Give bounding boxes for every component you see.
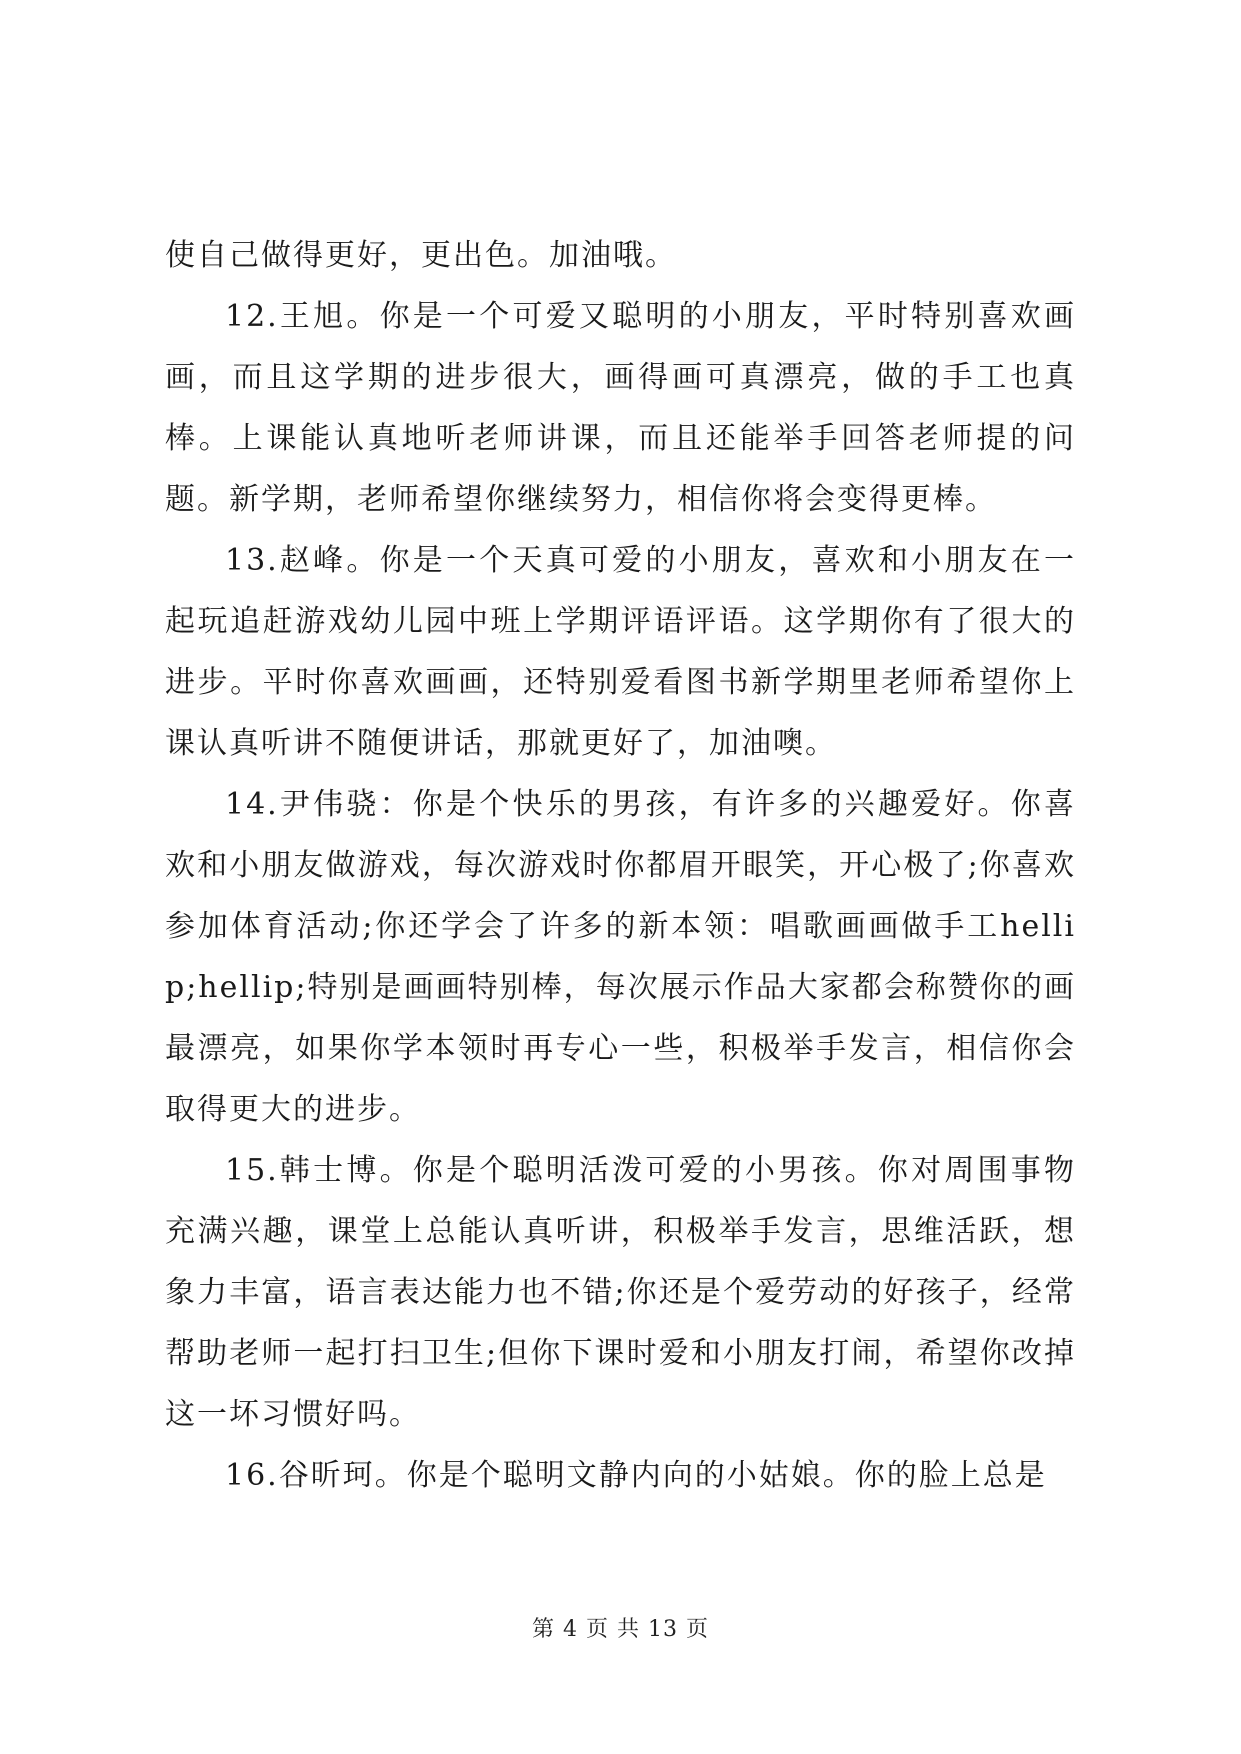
- paragraph-item-13: 13.赵峰。你是一个天真可爱的小朋友，喜欢和小朋友在一起玩追赶游戏幼儿园中班上学期评语评语。这学期你有了很大的进步。平时你喜欢画画，还特别爱看图书新学期里老师希望你上课认真听讲不随便讲话，那就更好了，加油噢。: [165, 543, 1076, 761]
- paragraph-continuation: 使自己做得更好，更出色。加油哦。: [165, 238, 677, 273]
- paragraph-item-14: 14.尹伟骁：你是个快乐的男孩，有许多的兴趣爱好。你喜欢和小朋友做游戏，每次游戏时你都眉开眼笑，开心极了;你喜欢参加体育活动;你还学会了许多的新本领：唱歌画画做手工hellip;hellip;特别是画画特别棒，每次展示作品大家都会称赞你的画最漂亮，如果你学本领时再专心一些，积极举手发言，相信你会取得更大的进步。: [165, 787, 1076, 1127]
- page-number-footer: 第 4 页 共 13 页: [532, 1617, 709, 1642]
- document-body: [165, 225, 1076, 1506]
- paragraph-item-16: 16.谷昕珂。你是个聪明文静内向的小姑娘。你的脸上总是: [225, 1458, 1047, 1493]
- paragraph-item-12: 12.王旭。你是一个可爱又聪明的小朋友，平时特别喜欢画画，而且这学期的进步很大，画得画可真漂亮，做的手工也真棒。上课能认真地听老师讲课，而且还能举手回答老师提的问题。新学期，老师希望你继续努力，相信你将会变得更棒。: [165, 299, 1076, 517]
- paragraph-item-15: 15.韩士博。你是个聪明活泼可爱的小男孩。你对周围事物充满兴趣，课堂上总能认真听讲，积极举手发言，思维活跃，想象力丰富，语言表达能力也不错;你还是个爱劳动的好孩子，经常帮助老师一起打扫卫生;但你下课时爱和小朋友打闹，希望你改掉这一坏习惯好吗。: [165, 1153, 1076, 1432]
